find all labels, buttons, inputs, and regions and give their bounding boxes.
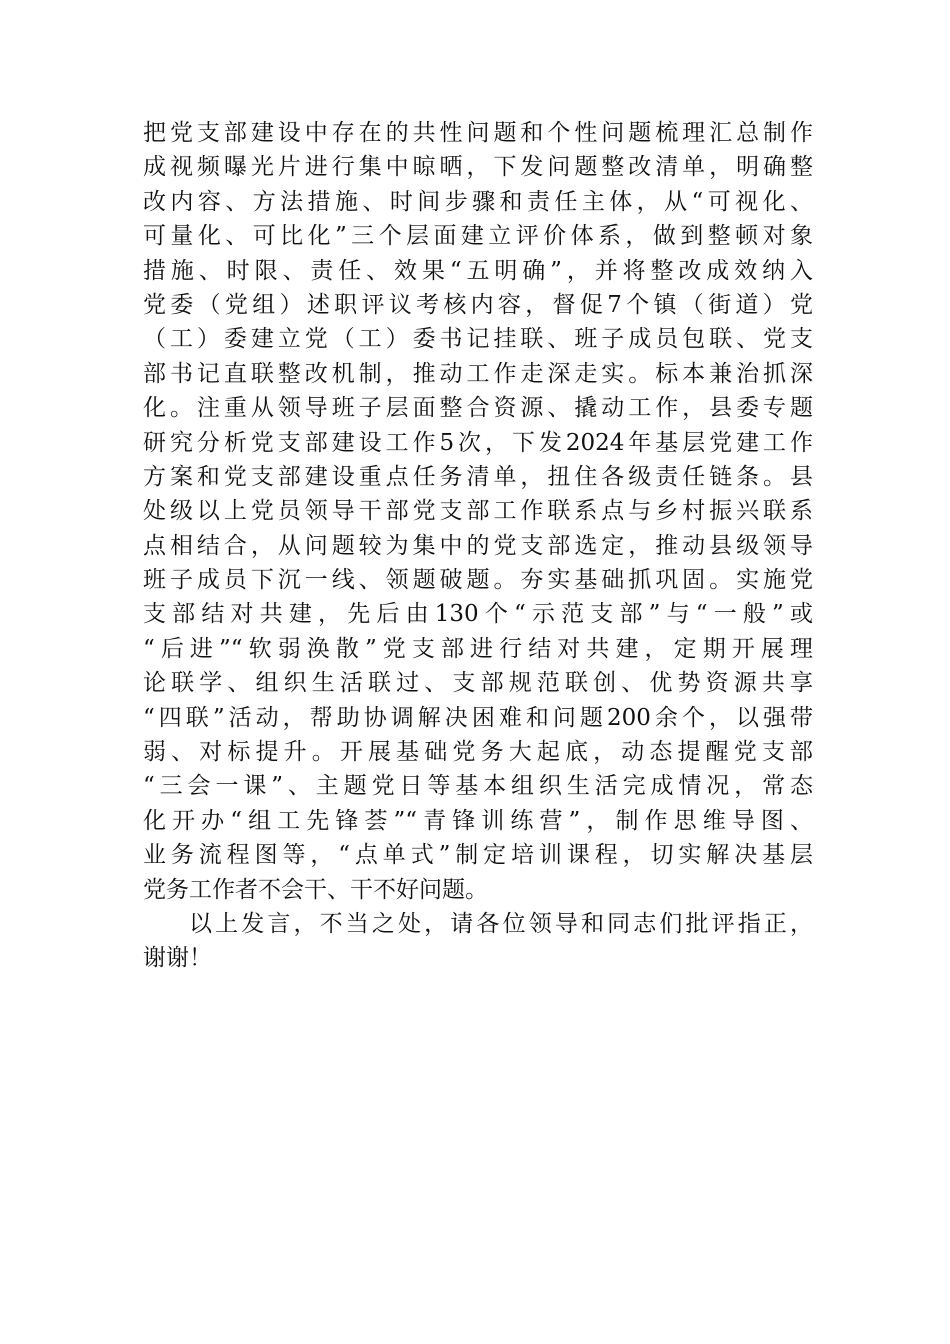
text-line: 谢谢！ [143, 945, 212, 972]
text-line: “三会一课”、主题党日等基本组织生活完成情况，常态 [143, 773, 813, 800]
text-line: （工）委建立党（工）委书记挂联、班子成员包联、党支 [143, 326, 813, 353]
text-line: 化。注重从领导班子层面整合资源、撬动工作，县委专题 [143, 395, 813, 422]
text-line: 改内容、方法措施、时间步骤和责任主体，从“可视化、 [143, 188, 813, 215]
text-line: 党委（党组）述职评议考核内容，督促7个镇（街道）党 [143, 291, 813, 318]
text-line: 化开办“组工先锋荟”“青锋训练营”，制作思维导图、 [143, 807, 813, 834]
text-line: 班子成员下沉一线、领题破题。夯实基础抓巩固。实施党 [143, 567, 813, 594]
text-line: 论联学、组织生活联过、支部规范联创、优势资源共享 [143, 670, 813, 697]
text-line: 可量化、可比化”三个层面建立评价体系，做到整顿对象 [143, 223, 813, 250]
text-line: 成视频曝光片进行集中晾晒，下发问题整改清单，明确整 [143, 154, 813, 181]
text-line: 方案和党支部建设重点任务清单，扭住各级责任链条。县 [143, 463, 813, 490]
text-line: 把党支部建设中存在的共性问题和个性问题梳理汇总制作 [143, 120, 813, 146]
text-line: 以上发言，不当之处，请各位领导和同志们批评指正， [189, 910, 813, 937]
document-body [143, 116, 813, 976]
text-line: 措施、时限、责任、效果“五明确”，并将整改成效纳入 [143, 257, 813, 284]
text-line: “四联”活动，帮助协调解决困难和问题200余个，以强带 [143, 704, 813, 731]
text-line: 研究分析党支部建设工作5次，下发2024年基层党建工作 [143, 429, 813, 456]
text-line: 弱、对标提升。开展基础党务大起底，动态提醒党支部 [143, 739, 813, 766]
text-line: 支部结对共建，先后由130个“示范支部”与“一般”或 [143, 601, 813, 628]
text-line: 点相结合，从问题较为集中的党支部选定，推动县级领导 [143, 532, 813, 559]
text-line: 处级以上党员领导干部党支部工作联系点与乡村振兴联系 [143, 498, 813, 525]
text-line: 部书记直联整改机制，推动工作走深走实。标本兼治抓深 [143, 360, 813, 387]
text-line: “后进”“软弱涣散”党支部进行结对共建，定期开展理 [143, 635, 813, 662]
text-line: 业务流程图等，“点单式”制定培训课程，切实解决基层 [143, 842, 813, 869]
paragraph-2 [143, 907, 813, 976]
text-line: 党务工作者不会干、干不好问题。 [143, 876, 488, 903]
paragraph-1 [143, 116, 813, 907]
